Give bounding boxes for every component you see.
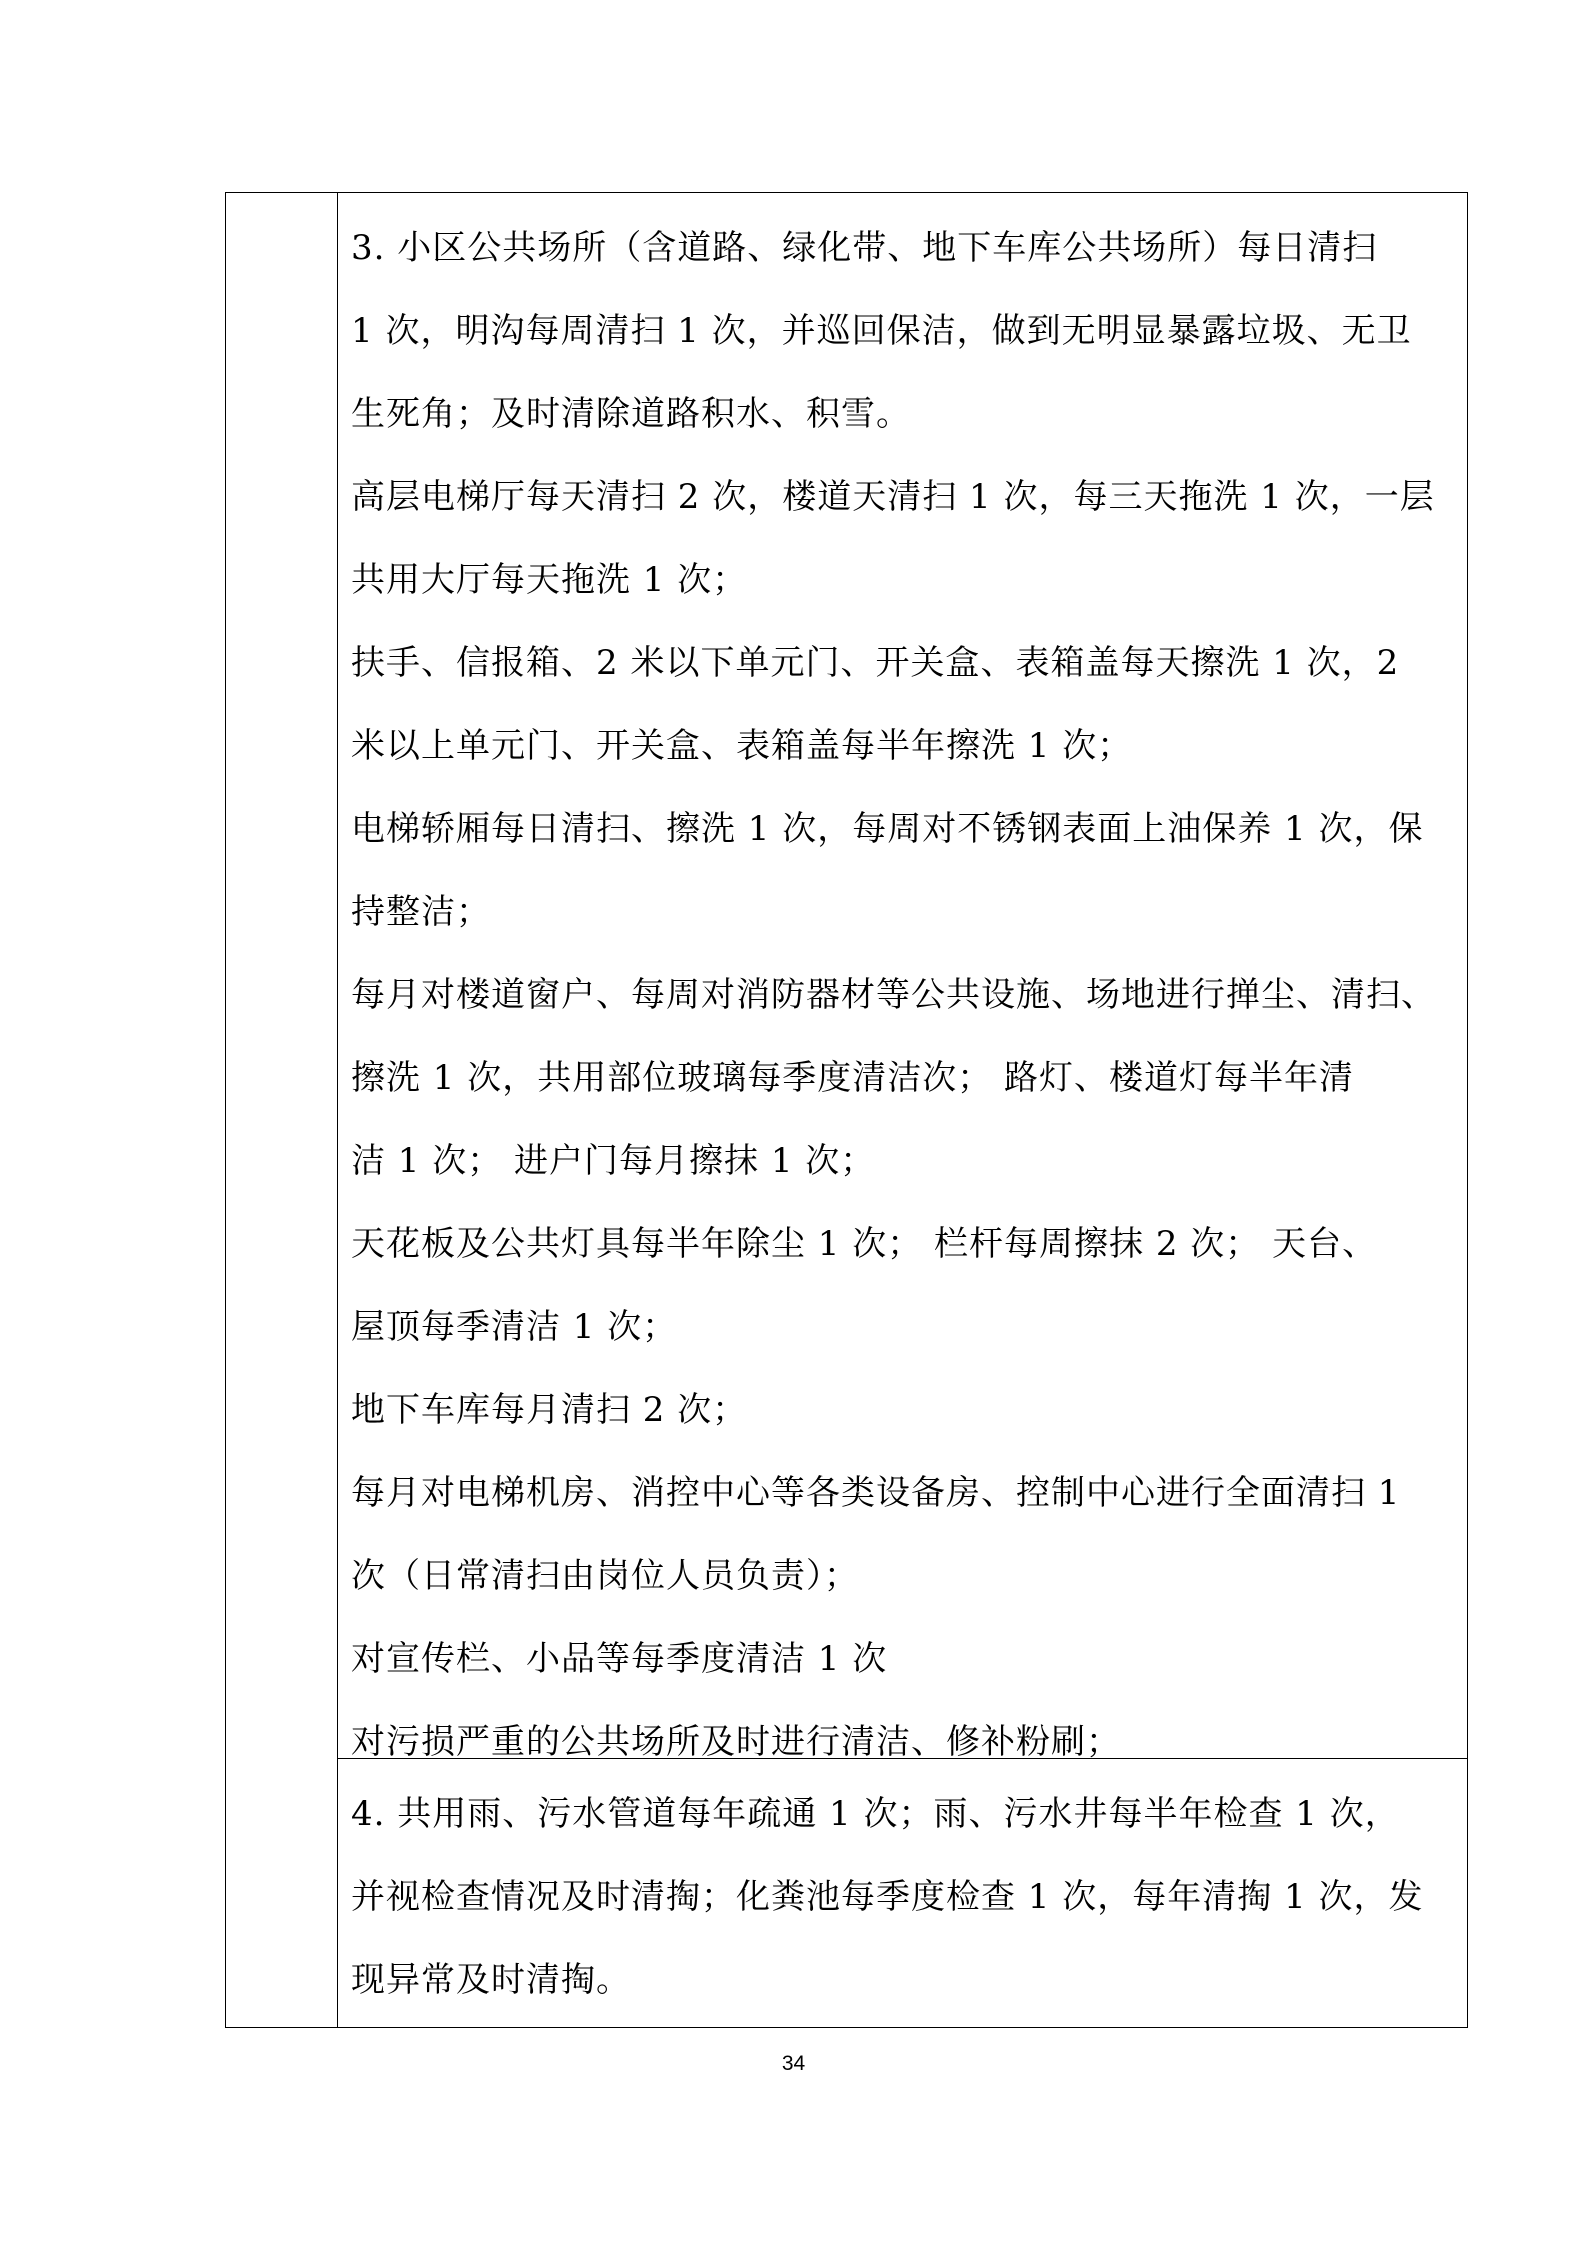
page-number: 34 [781,2052,806,2075]
text-line: 1 次，明沟每周清扫 1 次，并巡回保洁，做到无明显暴露垃圾、无卫 [351,311,1412,351]
text-line: 扶手、信报箱、2 米以下单元门、开关盒、表箱盖每天擦洗 1 次，2 [351,643,1400,683]
text-line: 对宣传栏、小品等每季度清洁 1 次 [351,1639,888,1679]
text-line: 3. 小区公共场所（含道路、绿化带、地下车库公共场所）每日清扫 [351,228,1378,268]
text-line: 高层电梯厅每天清扫 2 次，楼道天清扫 1 次，每三天拖洗 1 次，一层 [351,477,1435,517]
text-line: 洁 1 次； 进户门每月擦抹 1 次； [351,1141,876,1181]
text-line: 屋顶每季清洁 1 次； [351,1307,678,1347]
table-cell-item-4 [351,1773,1457,2022]
text-line: 生死角；及时清除道路积水、积雪。 [351,394,911,434]
text-line: 对污损严重的公共场所及时进行清洁、修补粉刷； [351,1722,1121,1762]
text-line: 电梯轿厢每日清扫、擦洗 1 次，每周对不锈钢表面上油保养 1 次，保 [351,809,1424,849]
text-line: 地下车库每月清扫 2 次； [351,1390,748,1430]
column-divider [337,193,338,2027]
text-line: 天花板及公共灯具每半年除尘 1 次； 栏杆每周擦抹 2 次； 天台、 [351,1224,1378,1264]
text-line: 米以上单元门、开关盒、表箱盖每半年擦洗 1 次； [351,726,1133,766]
table-cell-item-3 [351,207,1457,1784]
text-line: 擦洗 1 次，共用部位玻璃每季度清洁次； 路灯、楼道灯每半年清 [351,1058,1355,1098]
text-line: 每月对楼道窗户、每周对消防器材等公共设施、场地进行掸尘、清扫、 [351,975,1436,1015]
text-line: 4. 共用雨、污水管道每年疏通 1 次；雨、污水井每半年检查 1 次， [351,1794,1400,1834]
text-line: 持整洁； [351,892,491,932]
text-line: 现异常及时清掏。 [351,1960,631,2000]
text-line: 每月对电梯机房、消控中心等各类设备房、控制中心进行全面清扫 1 [351,1473,1401,1513]
content-table [225,192,1468,2028]
text-line: 并视检查情况及时清掏；化粪池每季度检查 1 次，每年清掏 1 次，发 [351,1877,1424,1917]
text-line: 共用大厅每天拖洗 1 次； [351,560,748,600]
text-line: 次（日常清扫由岗位人员负责）； [351,1556,859,1596]
